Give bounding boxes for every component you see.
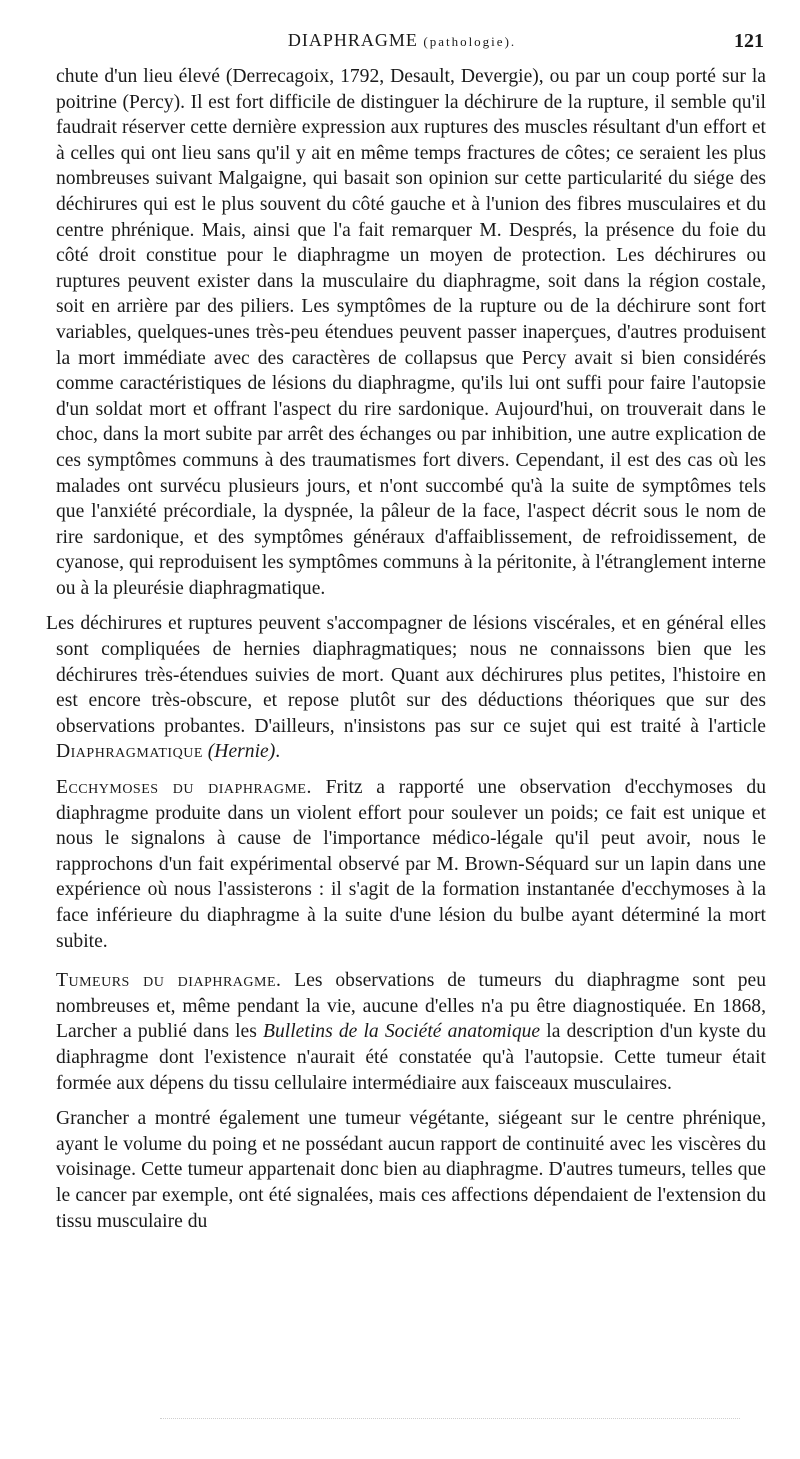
page-number: 121	[734, 30, 764, 52]
article-reference: Diaphragmatique	[56, 741, 203, 763]
section-heading-tumeurs: Tumeurs du diaphragme.	[56, 970, 282, 992]
paragraph-text: Les observations de tumeurs du diaphragme sont peu nombreuses et, même pendant la vie, aucune d'elles n'a pu être diagnostiquée. En 1868, Larcher a publié dans les	[56, 970, 766, 1043]
paragraph-ecchymoses	[56, 775, 766, 954]
page-header	[40, 30, 764, 60]
article-reference-italic: (Hernie)	[207, 741, 276, 763]
paragraph-text: Fritz a rapporté une observation d'ecchymoses du diaphragme produite dans un violent effort pour soulever un poids; ce fait est unique et nous le signalons à cause de l'importance médico-légale qu'il peut avoir, nous le rapprochons d'un fait expérimental observé par M. Brown-Séquard sur un lapin dans une expérience où nous l'assisterons : il s'agit de la formation instantanée d'ecchymoses à la face inférieure du diaphragme à la suite d'une lésion du bulbe ayant déterminé la mort subite.	[56, 777, 766, 952]
bottom-bleed-rule	[160, 1418, 740, 1419]
paragraph-tumeurs	[56, 968, 766, 1096]
running-title-sub: (pathologie).	[423, 34, 517, 49]
paragraph-text: la description d'un kyste du diaphragme dont l'existence n'aurait été constatée qu'à l'autopsie. Cette tumeur était formée aux dépens du tissu cellulaire intermédiaire aux faisceaux musculaires.	[56, 1021, 766, 1094]
paragraph-text: Les déchirures et ruptures peuvent s'accompagner de lésions viscérales, et en général elles sont compliquées de hernies diaphragmatiques; nous ne connaissons bien que les déchirures très-étendues suivies de mort. Quant aux déchirures plus petites, l'histoire en est encore très-obscure, et repose plutôt sur des déductions théoriques que sur des observations probantes. D'ailleurs, n'insistons pas sur ce sujet qui est traité à l'article	[46, 613, 766, 737]
paragraph-grancher: Grancher a montré également une tumeur végétante, siégeant sur le centre phrénique, ayant le volume du poing et ne possédant aucun rapport de continuité avec les viscères du voisinage. Cette tumeur appartenait donc bien au diaphragme. D'autres tumeurs, telles que le cancer par exemple, ont été signalées, mais ces affections dépendaient de l'extension du tissu musculaire du	[56, 1108, 766, 1232]
journal-title: Bulletins de la Société anatomique	[263, 1021, 541, 1043]
section-heading-ecchymoses: Ecchymoses du diaphragme.	[56, 777, 312, 799]
running-title	[40, 30, 764, 51]
paragraph-lesions-viscerales	[46, 611, 766, 765]
running-title-main: DIAPHRAGME	[287, 30, 418, 50]
body-text	[46, 64, 766, 1234]
paragraph-rupture-continued: chute d'un lieu élevé (Derrecagoix, 1792, Desault, Devergie), ou par un coup porté sur la poitrine (Percy). Il est fort difficile de distinguer la déchirure de la rupture, il semble qu'il faudrait réserver cette dernière expression aux ruptures des muscles résultant d'un effort et à celles qui ont lieu sans qu'il y ait en même temps fractures de côtes; ce seraient les plus nombreuses suivant Malgaigne, qui basait son opinion sur cette particularité du siége des déchirures qui est le plus souvent du côté gauche et à l'union des fibres musculaires et du centre phrénique. Mais, ainsi que l'a fait remarquer M. Després, la présence du foie du côté droit constitue pour le diaphragme un moyen de protection. Les déchirures ou ruptures peuvent exister dans la musculaire du diaphragme, soit dans la région costale, soit en arrière par des piliers. Les symptômes de la rupture ou de la déchirure sont fort variables, quelques-unes très-peu étendues peuvent passer inaperçues, d'autres produisent la mort immédiate avec des caractères de collapsus que Percy avait si bien considérés comme caractéristiques de lésions du diaphragme, qu'ils lui ont suffi pour faire l'autopsie d'un soldat mort et offrant l'aspect du rire sardonique. Aujourd'hui, on trouverait dans le choc, dans la mort subite par arrêt des échanges ou par inhibition, une autre explication de ces symptômes communs à des traumatismes fort divers. Cependant, il est des cas où les malades ont survécu plusieurs jours, et n'ont succombé qu'à la suite de symptômes tels que l'anxiété précordiale, la dyspnée, la pâleur de la face, l'aspect décrit sous le nom de rire sardonique, et des symptômes généraux d'affaiblissement, de refroidissement, de cyanose, qui reproduisent les symptômes communs à la péritonite, à l'étranglement interne ou à la pleurésie diaphragmatique.	[56, 66, 766, 599]
paragraph-end: .	[275, 741, 281, 763]
